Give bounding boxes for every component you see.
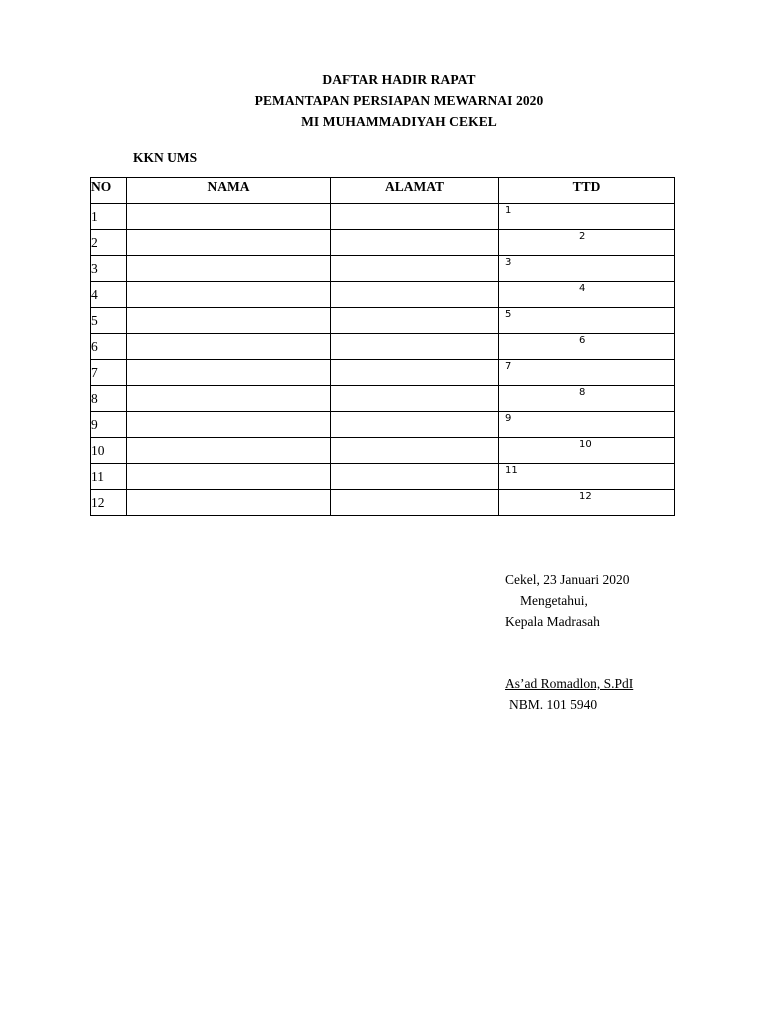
nama-cell[interactable] (127, 412, 331, 438)
ttd-cell[interactable] (499, 412, 675, 438)
table-row (91, 334, 675, 360)
nama-cell[interactable] (127, 256, 331, 282)
alamat-cell[interactable] (331, 230, 499, 256)
table-row (91, 282, 675, 308)
nama-cell[interactable] (127, 308, 331, 334)
row-number: 7 (91, 360, 127, 386)
ttd-cell[interactable] (499, 360, 675, 386)
row-number: 6 (91, 334, 127, 360)
row-number: 10 (91, 438, 127, 464)
ttd-cell[interactable] (499, 308, 675, 334)
ttd-number: 9 (505, 413, 512, 424)
nama-cell[interactable] (127, 490, 331, 516)
nama-cell[interactable] (127, 334, 331, 360)
column-header-no: NO (91, 178, 127, 204)
ttd-number: 6 (579, 335, 586, 346)
ttd-number: 4 (579, 283, 586, 294)
signature-role: Kepala Madrasah (505, 614, 600, 629)
ttd-cell[interactable] (499, 282, 675, 308)
school-name: MI MUHAMMADIYAH CEKEL (301, 114, 497, 129)
ttd-cell[interactable] (499, 204, 675, 230)
ttd-number: 5 (505, 309, 512, 320)
alamat-cell[interactable] (331, 308, 499, 334)
ttd-cell[interactable] (499, 386, 675, 412)
ttd-number: 10 (579, 439, 592, 450)
column-header-nama: NAMA (127, 178, 331, 204)
ttd-cell[interactable] (499, 438, 675, 464)
table-row (91, 360, 675, 386)
alamat-cell[interactable] (331, 464, 499, 490)
table-row (91, 464, 675, 490)
alamat-cell[interactable] (331, 334, 499, 360)
nama-cell[interactable] (127, 204, 331, 230)
table-row (91, 386, 675, 412)
signature-place-date: Cekel, 23 Januari 2020 (505, 572, 630, 587)
organizer-label: KKN UMS (133, 150, 198, 165)
row-number: 1 (91, 204, 127, 230)
table-row (91, 204, 675, 230)
document-subtitle: PEMANTAPAN PERSIAPAN MEWARNAI 2020 (254, 93, 544, 108)
row-number: 8 (91, 386, 127, 412)
ttd-number: 7 (505, 361, 512, 372)
alamat-cell[interactable] (331, 386, 499, 412)
ttd-cell[interactable] (499, 464, 675, 490)
ttd-cell[interactable] (499, 230, 675, 256)
nama-cell[interactable] (127, 438, 331, 464)
table-row (91, 412, 675, 438)
table-row (91, 438, 675, 464)
ttd-cell[interactable] (499, 490, 675, 516)
row-number: 5 (91, 308, 127, 334)
ttd-cell[interactable] (499, 334, 675, 360)
table-row (91, 308, 675, 334)
table-header-row (91, 178, 675, 204)
nama-cell[interactable] (127, 386, 331, 412)
table-row (91, 256, 675, 282)
ttd-number: 12 (579, 491, 592, 502)
nama-cell[interactable] (127, 464, 331, 490)
row-number: 2 (91, 230, 127, 256)
nama-cell[interactable] (127, 360, 331, 386)
attendance-table (90, 177, 675, 516)
alamat-cell[interactable] (331, 438, 499, 464)
row-number: 9 (91, 412, 127, 438)
signature-acknowledged: Mengetahui, (520, 593, 588, 608)
ttd-number: 2 (579, 231, 586, 242)
signatory-name: As’ad Romadlon, S.PdI (505, 676, 634, 691)
row-number: 3 (91, 256, 127, 282)
ttd-number: 11 (505, 465, 518, 476)
nama-cell[interactable] (127, 230, 331, 256)
alamat-cell[interactable] (331, 282, 499, 308)
row-number: 4 (91, 282, 127, 308)
ttd-number: 8 (579, 387, 586, 398)
ttd-cell[interactable] (499, 256, 675, 282)
alamat-cell[interactable] (331, 490, 499, 516)
table-row (91, 490, 675, 516)
signatory-nbm: NBM. 101 5940 (509, 697, 598, 712)
table-row (91, 230, 675, 256)
alamat-cell[interactable] (331, 360, 499, 386)
document-title: DAFTAR HADIR RAPAT (322, 72, 476, 87)
nama-cell[interactable] (127, 282, 331, 308)
alamat-cell[interactable] (331, 256, 499, 282)
column-header-ttd: TTD (499, 178, 675, 204)
column-header-alamat: ALAMAT (331, 178, 499, 204)
row-number: 11 (91, 464, 127, 490)
ttd-number: 3 (505, 257, 512, 268)
alamat-cell[interactable] (331, 204, 499, 230)
ttd-number: 1 (505, 205, 512, 216)
alamat-cell[interactable] (331, 412, 499, 438)
row-number: 12 (91, 490, 127, 516)
